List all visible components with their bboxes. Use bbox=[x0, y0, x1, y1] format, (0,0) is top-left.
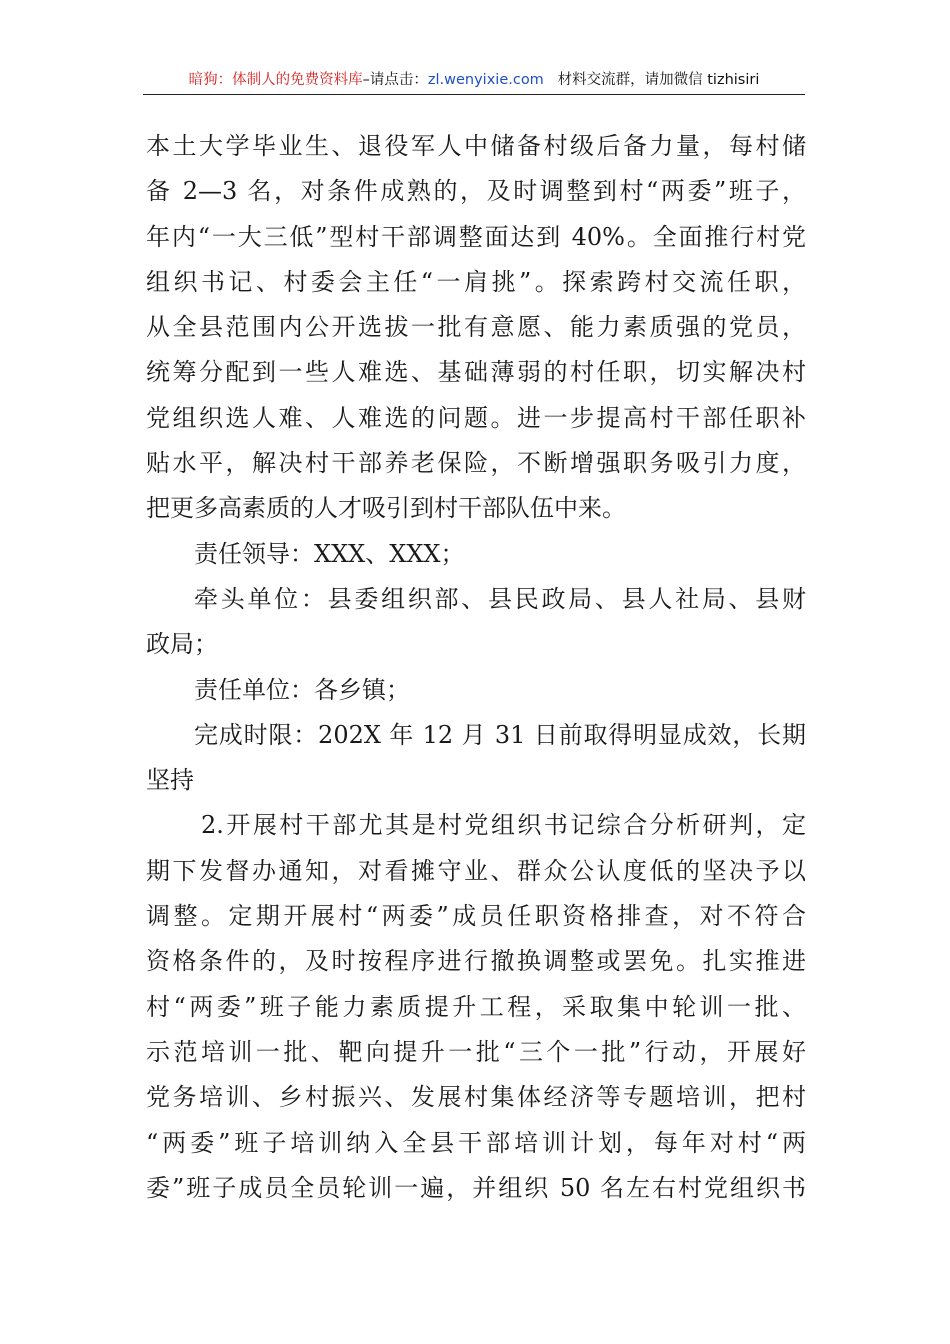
body-line: 村“两委”班子能力素质提升工程，采取集中轮训一批、 bbox=[146, 992, 806, 1021]
body-line: 期下发督办通知，对看摊守业、群众公认度低的坚决予以 bbox=[146, 856, 806, 885]
body-line: 坚持 bbox=[146, 766, 194, 795]
body-line: “两委”班子培训纳入全县干部培训计划，每年对村“两 bbox=[146, 1128, 806, 1157]
lead-unit-line: 牵头单位：县委组织部、县民政局、县人社局、县财 bbox=[194, 584, 806, 613]
page-header bbox=[143, 66, 805, 94]
header-prompt: –请点击： bbox=[362, 72, 428, 88]
header-brand: 暗狗：体制人的免费资料库 bbox=[188, 72, 363, 88]
body-line: 示范培训一批、靶向提升一批“三个一批”行动，开展好 bbox=[146, 1037, 806, 1066]
body-line: 本土大学毕业生、退役军人中储备村级后备力量，每村储 bbox=[146, 132, 806, 160]
body-line: 贴水平，解决村干部养老保险，不断增强职务吸引力度， bbox=[146, 449, 806, 478]
body-line: 从全县范围内公开选拔一批有意愿、能力素质强的党员， bbox=[146, 313, 806, 342]
body-line: 政局； bbox=[146, 630, 218, 659]
body-line: 统筹分配到一些人难选、基础薄弱的村任职，切实解决村 bbox=[146, 358, 806, 387]
body-line: 委”班子成员全员轮训一遍，并组织 50 名左右村党组织书 bbox=[146, 1173, 806, 1202]
body-line: 党组织选人难、人难选的问题。进一步提高村干部任职补 bbox=[146, 403, 806, 432]
section-2-start-line: 2.开展村干部尤其是村党组织书记综合分析研判，定 bbox=[201, 811, 806, 840]
responsible-unit-line: 责任单位：各乡镇； bbox=[194, 675, 410, 704]
body-line: 把更多高素质的人才吸引到村干部队伍中来。 bbox=[146, 494, 626, 523]
deadline-line: 完成时限：202X 年 12 月 31 日前取得明显成效，长期 bbox=[194, 720, 806, 749]
header-url-link[interactable]: zl.wenyixie.com bbox=[427, 72, 544, 88]
body-line: 党务培训、乡村振兴、发展村集体经济等专题培训，把村 bbox=[146, 1083, 806, 1112]
body-line: 备 2—3 名，对条件成熟的，及时调整到村“两委”班子， bbox=[146, 177, 806, 206]
body-line: 组织书记、村委会主任“一肩挑”。探索跨村交流任职， bbox=[146, 267, 806, 296]
body-line: 资格条件的，及时按程序进行撤换调整或罢免。扎实推进 bbox=[146, 947, 806, 976]
document-body bbox=[146, 124, 806, 1211]
header-wechat-note: 材料交流群，请加微信 tizhisiri bbox=[557, 72, 760, 88]
responsible-leader-line: 责任领导：XXX、XXX； bbox=[194, 539, 465, 568]
body-line: 调整。定期开展村“两委”成员任职资格排查，对不符合 bbox=[146, 902, 806, 931]
body-line: 年内“一大三低”型村干部调整面达到 40%。全面推行村党 bbox=[146, 222, 806, 251]
header-divider bbox=[143, 94, 805, 95]
